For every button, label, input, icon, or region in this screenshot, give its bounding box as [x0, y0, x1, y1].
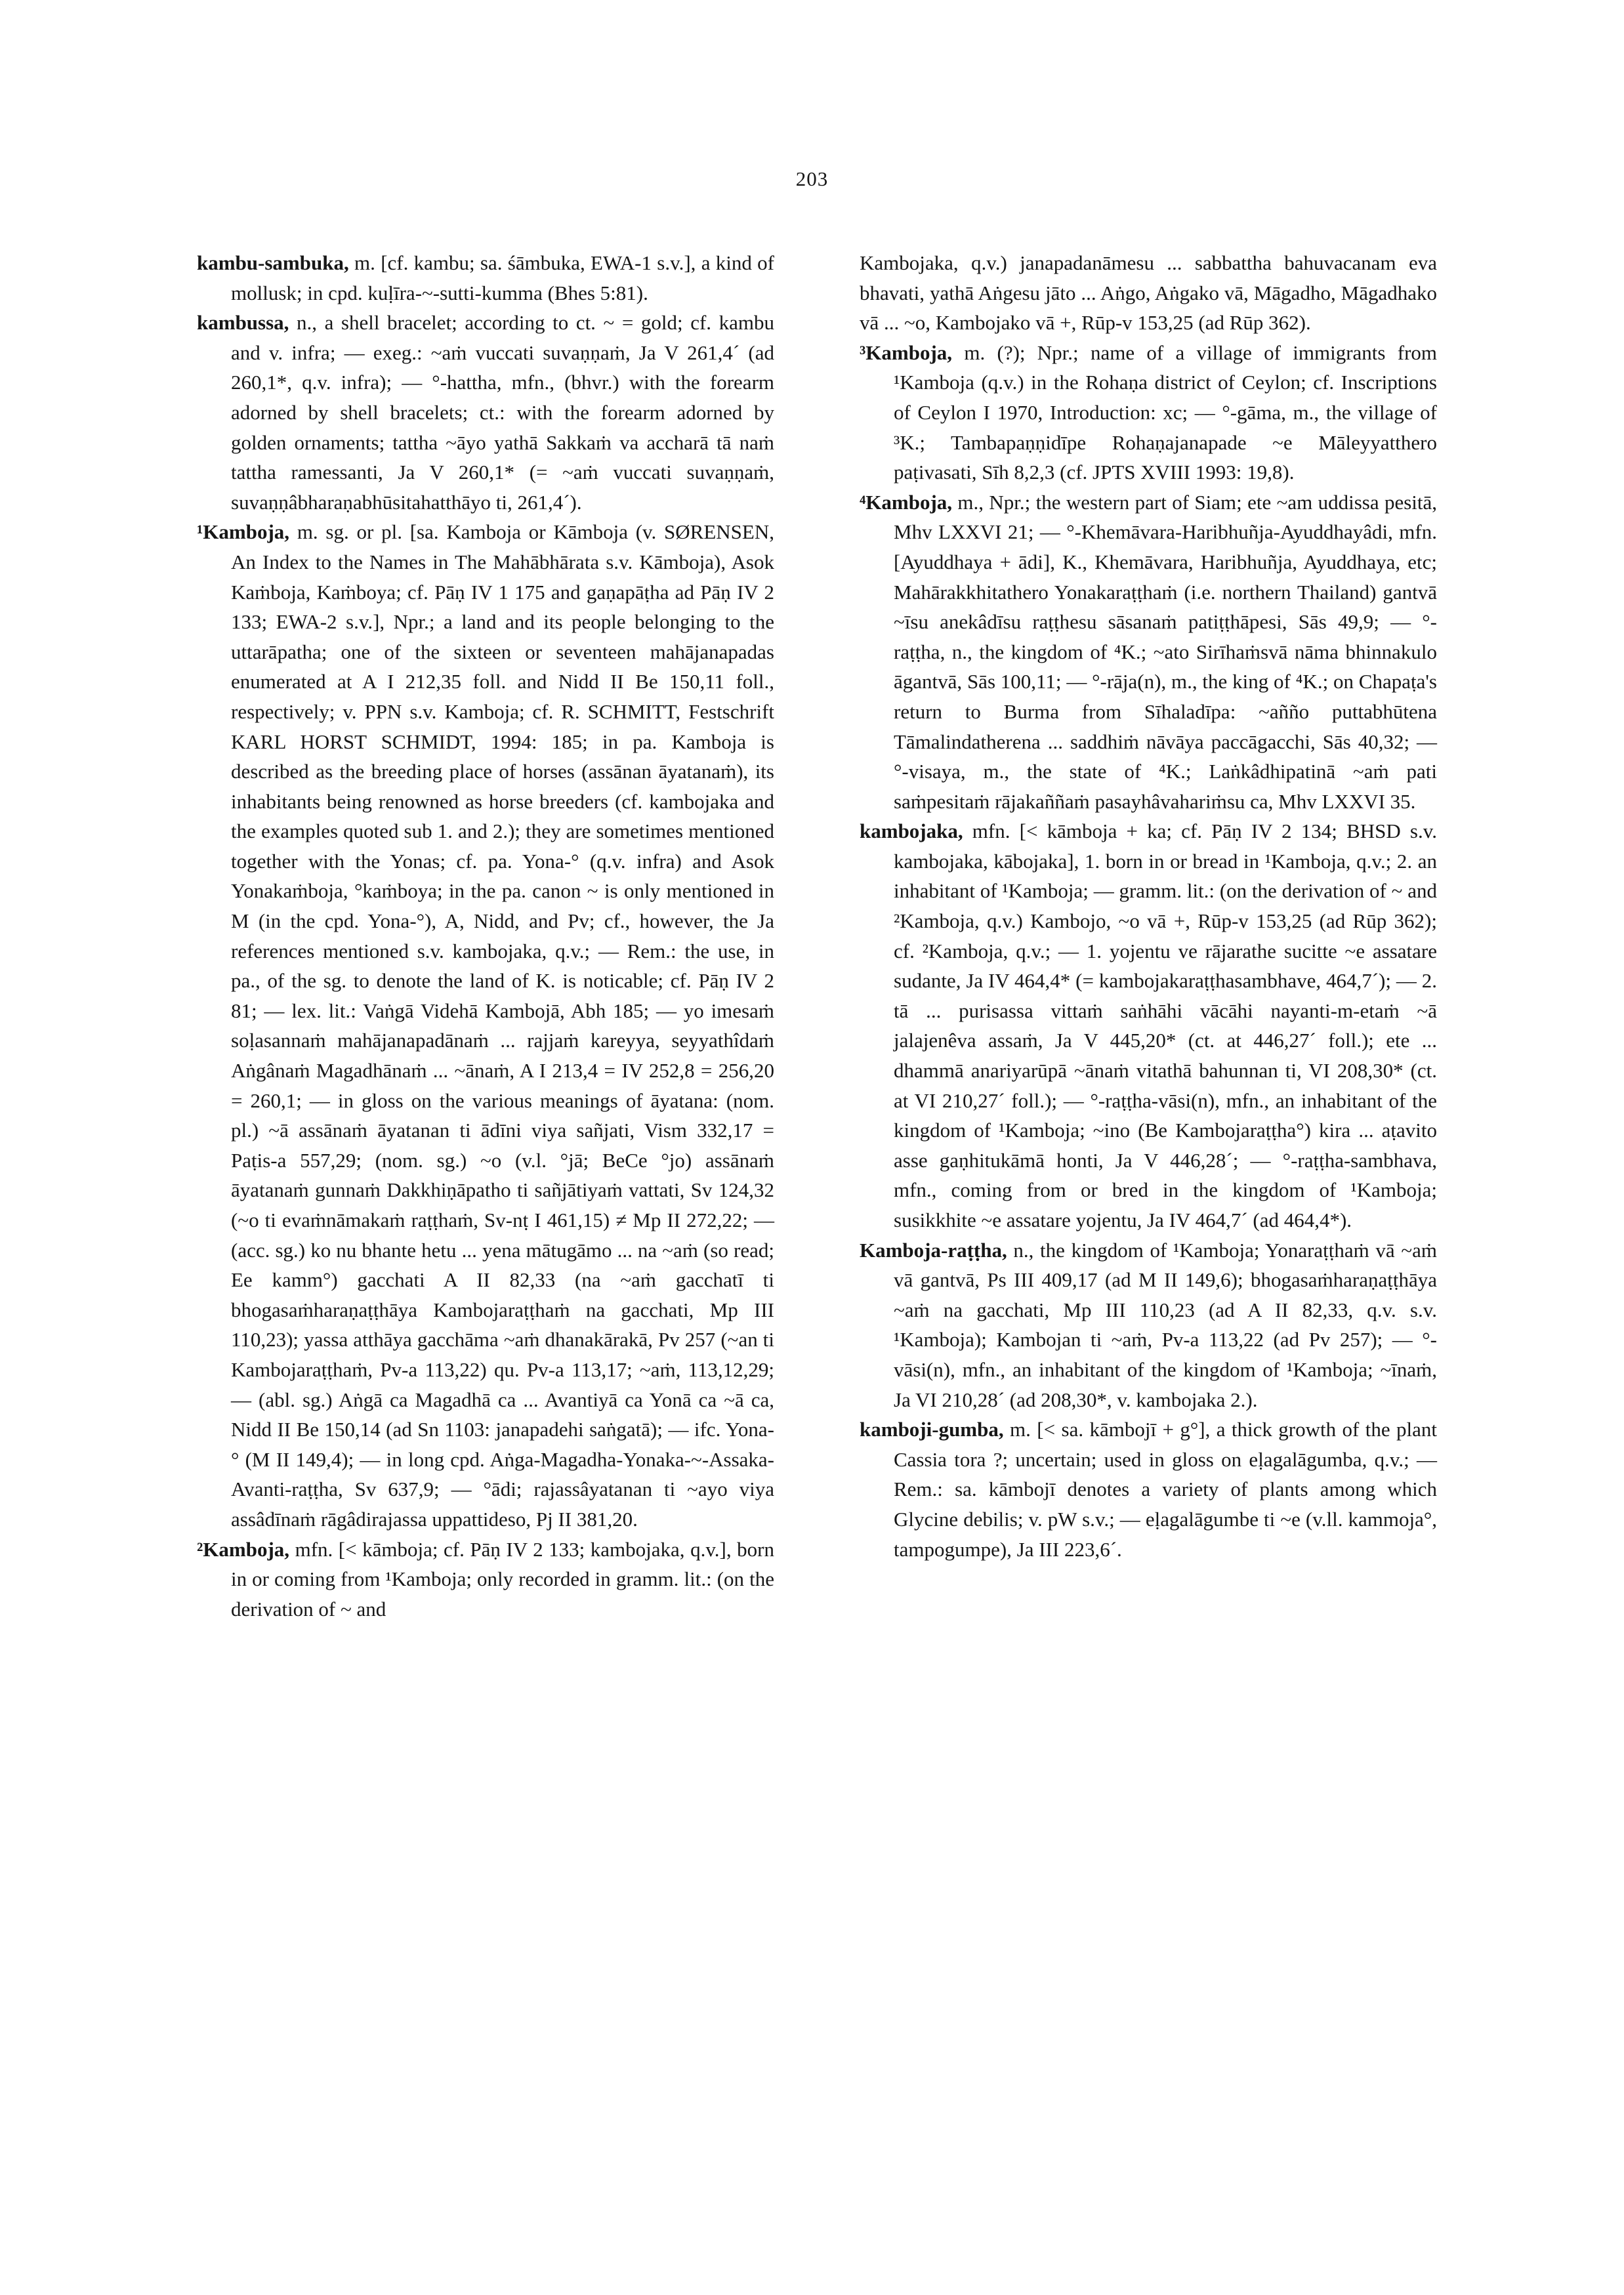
entry-body: n., the kingdom of ¹Kamboja; Yonaraṭṭhaṁ vā ~aṁ vā gantvā, Ps III 409,17 (ad M II 149,6); bhogasaṁharaṇaṭṭhāya ~aṁ na gacchati, Mp III 110,23 (ad A II 82,33, q.v. s.v. ¹Kamboja); Kambojan ti ~aṁ, Pv-a 113,22 (ad Pv 257); — °-vāsi(n), mfn., an inhabitant of the kingdom of ¹Kamboja; ~īnaṁ, Ja VI 210,28´ (ad 208,30*, v. kambojaka 2.).: [894, 1238, 1437, 1411]
left-column: [197, 248, 774, 1624]
entry-body: mfn. [< kāmboja; cf. Pāṇ IV 2 133; kambojaka, q.v.], born in or coming from ¹Kamboja; only recorded in gramm. lit.: (on the derivation of ~ and: [231, 1537, 774, 1621]
entry-headword: kambussa,: [197, 311, 297, 335]
entry-headword: kamboji-gumba,: [860, 1418, 1010, 1441]
dictionary-entry: [860, 816, 1437, 1235]
entry-headword: ⁴Kamboja,: [860, 490, 958, 514]
right-column: [860, 248, 1437, 1564]
entry-body: m. [< sa. kāmbojī + g°], a thick growth of the plant Cassia tora ?; uncertain; used in gloss on eḷagalāgumba, q.v.; — Rem.: sa. kāmbojī denotes a variety of plants among which Glycine debilis; v. pW s.v.; — eḷagalāgumbe ti ~e (v.ll. kammoja°, tampogumpe), Ja III 223,6´.: [894, 1418, 1437, 1561]
dictionary-entry: [197, 517, 774, 1534]
dictionary-entry: [860, 487, 1437, 817]
entry-body: m., Npr.; the western part of Siam; ete ~am uddissa pesitā, Mhv LXXVI 21; — °-Khemāvara-Haribhuñja-Ayuddhayâdi, mfn. [Ayuddhaya + ādi], K., Khemāvara, Haribhuñja, Ayuddhaya, etc; Mahārakkhitathero Yonakaraṭṭhaṁ (i.e. northern Thailand) gantvā ~īsu anekâdīsu raṭṭhesu sāsanaṁ patiṭṭhāpesi, Sās 49,9; — °-raṭṭha, n., the kingdom of ⁴K.; ~ato Sirīhaṁsvā nāma bhinnakulo āgantvā, Sās 100,11; — °-rāja(n), m., the king of ⁴K.; on Chapaṭa's return to Burma from Sīhaladīpa: ~añño puttabhūtena Tāmalindatherena ... saddhiṁ nāvāya paccāgacchi, Sās 40,32; — °-visaya, m., the state of ⁴K.; Laṅkâdhipatinā ~aṁ pati saṁpesitaṁ rājakaññaṁ pasayhâvahariṁsu ca, Mhv LXXVI 35.: [894, 490, 1438, 813]
entry-body: m. sg. or pl. [sa. Kamboja or Kāmboja (v. SØRENSEN, An Index to the Names in The Mahābhārata s.v. Kāmboja), Asok Kaṁboja, Kaṁboya; cf. Pāṇ IV 1 175 and gaṇapāṭha ad Pāṇ IV 2 133; EWA-2 s.v.], Npr.; a land and its people belonging to the uttarāpatha; one of the sixteen or seventeen mahājanapadas enumerated at A I 212,35 foll. and Nidd II Be 150,11 foll., respectively; v. PPN s.v. Kamboja; cf. R. SCHMITT, Festschrift KARL HORST SCHMIDT, 1994: 185; in pa. Kamboja is described as the breeding place of horses (assānan āyatanaṁ), its inhabitants being renowned as horse breeders (cf. kambojaka and the examples quoted sub 1. and 2.); they are sometimes mentioned together with the Yonas; cf. pa. Yona-° (q.v. infra) and Asok Yonakaṁboja, °kaṁboya; in the pa. canon ~ is only mentioned in M (in the cpd. Yona-°), A, Nidd, and Pv; cf., however, the Ja references mentioned s.v. kambojaka, q.v.; — Rem.: the use, in pa., of the sg. to denote the land of K. is noticable; cf. Pāṇ IV 2 81; — lex. lit.: Vaṅgā Videhā Kambojā, Abh 185; — yo imesaṁ soḷasannaṁ mahājanapadānaṁ ... rajjaṁ kareyya, seyyathîdaṁ Aṅgânaṁ Magadhānaṁ ... ~ānaṁ, A I 213,4 = IV 252,8 = 256,20 = 260,1; — in gloss on the various meanings of āyatana: (nom. pl.) ~ā assānaṁ āyatanan ti ādīni viya sañjati, Vism 332,17 = Paṭis-a 557,29; (nom. sg.) ~o (v.l. °jā; BeCe °jo) assānaṁ āyatanaṁ gunnaṁ Dakkhiṇāpatho ti sañjātiyaṁ vattati, Sv 124,32 (~o ti evaṁnāmakaṁ raṭṭhaṁ, Sv-nṭ I 461,15) ≠ Mp II 272,22; — (acc. sg.) ko nu bhante hetu ... yena mātugāmo ... na ~aṁ (so read; Ee kamm°) gacchati A II 82,33 (na ~aṁ gacchatī ti bhogasaṁharaṇaṭṭhāya Kambojaraṭṭhaṁ na gacchati, Mp III 110,23); yassa atthāya gacchāma ~aṁ dhanakārakā, Pv 257 (~an ti Kambojaraṭṭhaṁ, Pv-a 113,22) qu. Pv-a 113,17; ~aṁ, 113,12,29; — (abl. sg.) Aṅgā ca Magadhā ca ... Avantiyā ca Yonā ca ~ā ca, Nidd II Be 150,14 (ad Sn 1103: janapadehi saṅgatā); — ifc. Yona-° (M II 149,4); — in long cpd. Aṅga-Magadha-Yonaka-~-Assaka-Avanti-raṭṭha, Sv 637,9; — °ādi; rajassâyatanan ti ~ayo viya assâdīnaṁ rāgâdirajassa uppattideso, Pj II 381,20.: [231, 520, 774, 1531]
dictionary-entry: [197, 1535, 774, 1624]
dictionary-entry: [860, 1235, 1437, 1415]
entry-headword: ²Kamboja,: [197, 1537, 295, 1561]
entry-headword: kambojaka,: [860, 819, 972, 843]
dictionary-entry: [197, 308, 774, 517]
entry-body: mfn. [< kāmboja + ka; cf. Pāṇ IV 2 134; BHSD s.v. kambojaka, kābojaka], 1. born in or bread in ¹Kamboja, q.v.; 2. an inhabitant of ¹Kamboja; — gramm. lit.: (on the derivation of ~ and ²Kamboja, q.v.) Kambojo, ~o vā +, Rūp-v 153,25 (ad Rūp 362); cf. ²Kamboja, q.v.; — 1. yojentu ve rājarathe sucitte ~e assatare sudante, Ja IV 464,4* (= kambojakaraṭṭhasambhave, 464,7´); — 2. tā ... purisassa vittaṁ saṅhāhi vācāhi nayanti-m-etaṁ ~ā jalajenêva assaṁ, Ja V 445,20* (ct. at 446,27´ foll.); ete ... dhammā anariyarūpā ~ānaṁ vitathā bahunnan ti, VI 208,30* (ct. at VI 210,27´ foll.); — °-raṭṭha-vāsi(n), mfn., an inhabitant of the kingdom of ¹Kamboja; ~ino (Be Kambojaraṭṭha°) kira ... aṭavito asse gaṇhitukāmā honti, Ja V 446,28´; — °-raṭṭha-sambhava, mfn., coming from or bred in the kingdom of ¹Kamboja; susikkhite ~e assatare yojentu, Ja IV 464,7´ (ad 464,4*).: [894, 819, 1437, 1231]
dictionary-entry-continuation: [860, 248, 1437, 338]
entry-body: n., a shell bracelet; according to ct. ~ = gold; cf. kambu and v. infra; — exeg.: ~aṁ vuccati suvaṇṇaṁ, Ja V 261,4´ (ad 260,1*, q.v. infra); — °-hattha, mfn., (bhvr.) with the forearm adorned by shell bracelets; ct.: with the forearm adorned by golden ornaments; tattha ~āyo yathā Sakkaṁ va accharā tā naṁ tattha ramessanti, Ja V 260,1* (= ~aṁ vuccati suvaṇṇaṁ, suvaṇṇâbharaṇabhūsitahatthāyo ti, 261,4´).: [231, 311, 775, 514]
page-number: 203: [795, 167, 829, 190]
entry-headword: ¹Kamboja,: [197, 520, 297, 544]
entry-headword: kambu-sambuka,: [197, 251, 355, 274]
entry-body: Kambojaka, q.v.) janapadanāmesu ... sabbattha bahuvacanam eva bhavati, yathā Aṅgesu jāto ... Aṅgo, Aṅgako vā, Māgadho, Māgadhako vā ... ~o, Kambojako vā +, Rūp-v 153,25 (ad Rūp 362).: [860, 251, 1437, 335]
dictionary-entry: [860, 338, 1437, 487]
dictionary-entry: [860, 1415, 1437, 1564]
dictionary-entry: [197, 248, 774, 308]
entry-headword: ³Kamboja,: [860, 341, 965, 364]
entry-headword: Kamboja-raṭṭha,: [860, 1238, 1014, 1262]
entry-body: m. (?); Npr.; name of a village of immigrants from ¹Kamboja (q.v.) in the Rohaṇa district of Ceylon; cf. Inscriptions of Ceylon I 1970, Introduction: xc; — °-gāma, m., the village of ³K.; Tambapaṇṇidīpe Rohaṇajanapade ~e Māleyyatthero paṭivasati, Sīh 8,2,3 (cf. JPTS XVIII 1993: 19,8).: [894, 341, 1438, 484]
entry-body: m. [cf. kambu; sa. śāmbuka, EWA-1 s.v.], a kind of mollusk; in cpd. kuḷīra-~-sutti-kumma (Bhes 5:81).: [231, 251, 775, 304]
